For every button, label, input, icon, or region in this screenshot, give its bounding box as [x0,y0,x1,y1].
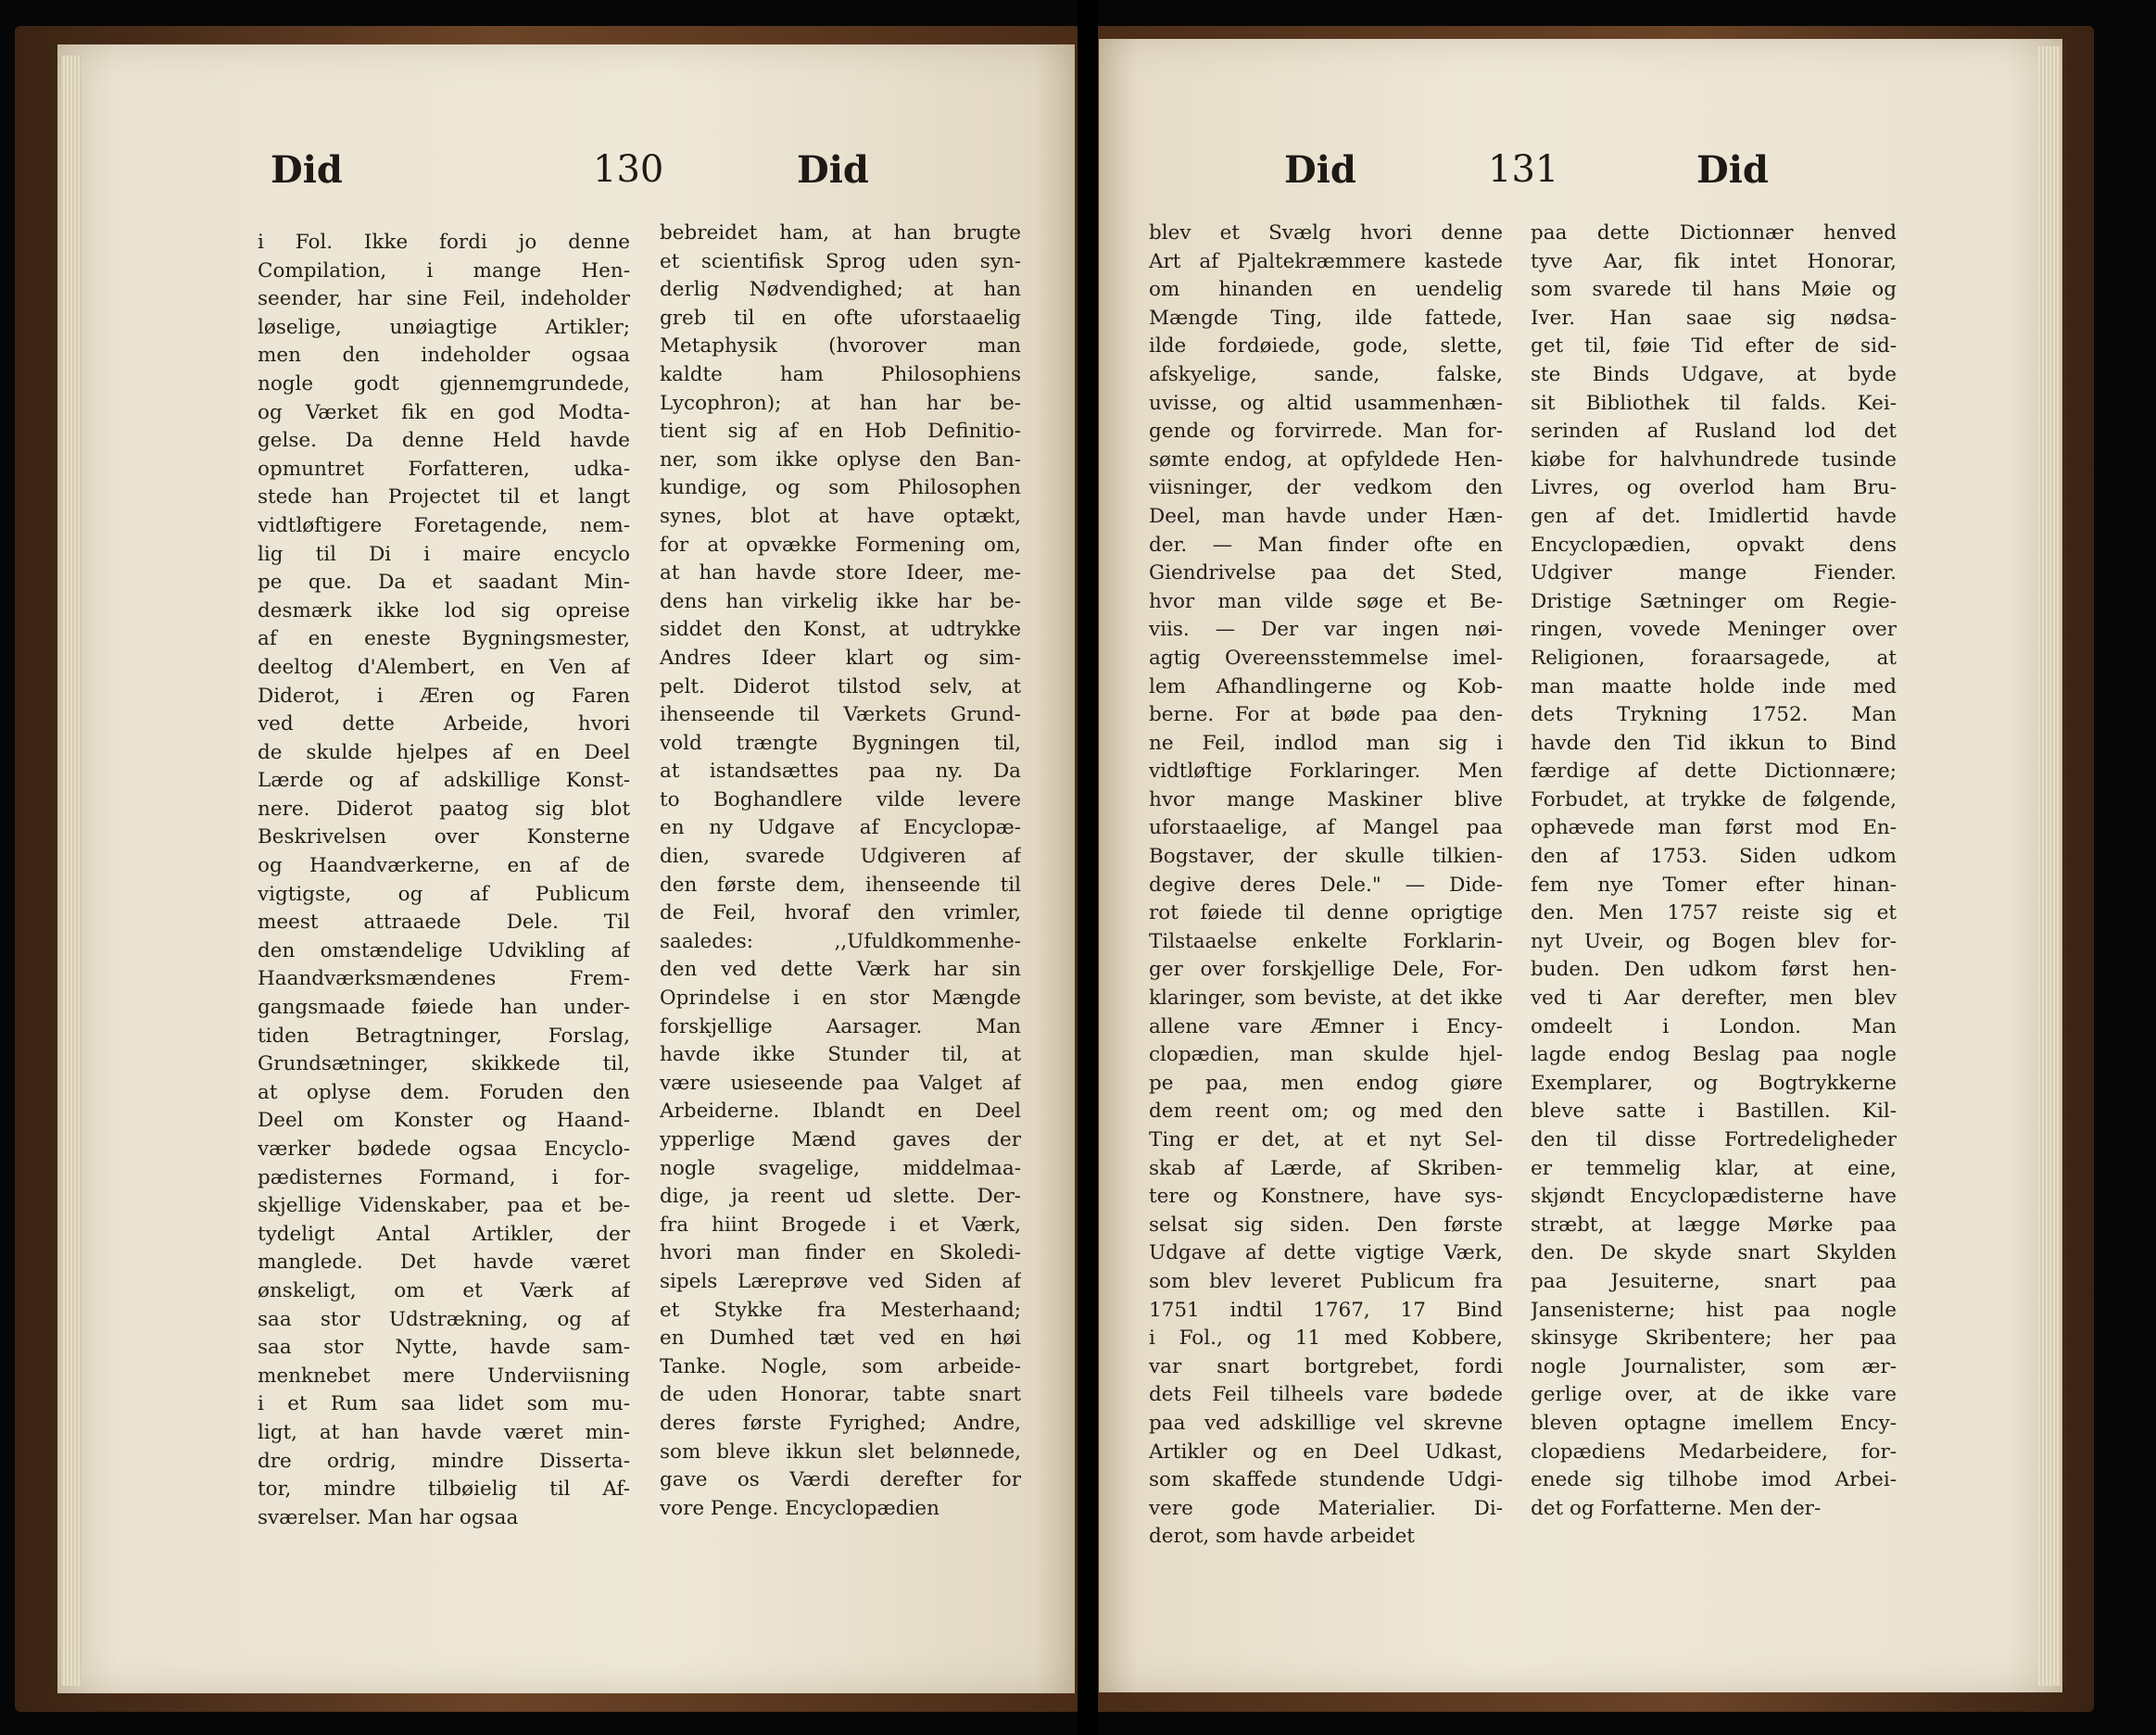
text-line: for at opvække Formening om, [660,533,1021,557]
text-line: degive deres Dele." — Dide- [1149,873,1503,897]
text-line: som skaffede stundende Udgi- [1149,1468,1503,1492]
text-line: er temmelig klar, at eine, [1531,1156,1897,1180]
text-line: Deel, man havde under Hæn- [1149,504,1503,528]
text-line: at oplyse dem. Foruden den [258,1080,630,1104]
text-line: selsat sig siden. Den første [1149,1213,1503,1237]
text-line: der. — Man finder ofte en [1149,533,1503,557]
text-line: gave os Værdi derefter for [660,1468,1021,1492]
text-line: man maatte holde inde med [1531,674,1897,698]
text-line: bleve satte i Bastillen. Kil- [1531,1100,1897,1124]
text-line: dem reent om; og med den [1149,1100,1503,1124]
text-line: den omstændelige Udvikling af [258,938,630,962]
text-line: dige, ja reent ud slette. Der- [660,1185,1021,1209]
text-line: synes, blot at have optækt, [660,504,1021,528]
left-header-page-number: 130 [593,148,664,191]
text-line: Bogstaver, der skulle tilkien- [1149,845,1503,869]
text-line: nogle godt gjennemgrundede, [258,371,630,396]
text-line: Encyclopædien, opvakt dens [1531,533,1897,557]
text-line: et scientifisk Sprog uden syn- [660,249,1021,273]
text-line: gende og forvirrede. Man for- [1149,420,1503,444]
text-line: Ting er det, at et nyt Sel- [1149,1128,1503,1151]
text-line: opmuntret Forfatteren, udka- [258,457,630,481]
text-line: ligt, at han havde været min- [258,1420,630,1444]
text-line: men den indeholder ogsaa [258,344,630,368]
text-line: Religionen, foraarsagede, at [1531,646,1897,670]
text-line: ved dette Arbeide, hvori [258,712,630,736]
text-line: Forbudet, at trykke de følgende, [1531,787,1897,811]
left-page-column-2 [660,220,1021,1523]
text-line: den af 1753. Siden udkom [1531,845,1897,869]
text-line: ved ti Aar derefter, men blev [1531,987,1897,1011]
text-line: Diderot, i Æren og Faren [258,684,630,708]
text-line: sipels Læreprøve ved Siden af [660,1269,1021,1293]
text-line: nogle Journalister, som ær- [1531,1354,1897,1378]
text-line: vere gode Materialier. Di- [1149,1496,1503,1520]
text-line: Deel om Konster og Haand- [258,1109,630,1133]
text-line: det og Forfatterne. Men der- [1531,1496,1822,1520]
text-line: gangsmaade føiede han under- [258,996,630,1020]
text-line: skjøndt Encyclopædisterne have [1531,1185,1897,1209]
text-line: manglede. Det havde været [258,1251,630,1275]
text-line: viisninger, der vedkom den [1149,476,1503,500]
left-header-left-word: Did [271,148,343,192]
text-line: vore Penge. Encyclopædien [660,1496,939,1520]
text-line: om hinanden en uendelig [1149,278,1503,302]
text-line: Giendrivelse paa det Sted, [1149,561,1503,585]
text-line: den første dem, ihenseende til [660,873,1021,897]
text-line: sværelser. Man har ogsaa [258,1505,519,1529]
text-line: i et Rum saa lidet som mu- [258,1392,630,1416]
text-line: de Feil, hvoraf den vrimler, [660,901,1021,925]
text-line: Grundsætninger, skikkede til, [258,1052,630,1076]
text-line: Andres Ideer klart og sim- [660,646,1021,670]
text-line: berne. For at bøde paa den- [1149,703,1503,727]
text-line: nyt Uveir, og Bogen blev for- [1531,929,1897,953]
text-line: klaringer, som beviste, at det ikke [1149,987,1503,1011]
text-line: som bleve ikkun slet belønnede, [660,1440,1021,1464]
right-page-header [1099,148,2062,204]
text-line: skjellige Videnskaber, paa et be- [258,1194,630,1218]
text-line: lig til Di i maire encyclo [258,542,630,566]
text-line: nogle svagelige, middelmaa- [660,1156,1021,1180]
text-line: pe paa, men endog giøre [1149,1071,1503,1095]
text-line: agtig Overeensstemmelse imel- [1149,646,1503,670]
text-line: siddet den Konst, at udtrykke [660,618,1021,642]
text-line: gelse. Da denne Held havde [258,429,630,453]
text-line: saa stor Nytte, havde sam- [258,1336,630,1360]
text-line: omdeelt i London. Man [1531,1014,1897,1038]
text-line: derlig Nødvendighed; at han [660,278,1021,302]
text-line: kiøbe for halvhundrede tusinde [1531,447,1897,471]
text-line: som svarede til hans Møie og [1531,278,1897,302]
text-line: paa Jesuiterne, snart paa [1531,1269,1897,1293]
text-line: hvori man finder en Skoledi- [660,1241,1021,1265]
text-line: skab af Lærde, af Skriben- [1149,1156,1503,1180]
right-page-column-2 [1531,220,1897,1523]
text-line: deres første Fyrighed; Andre, [660,1411,1021,1435]
text-line: ihenseende til Værkets Grund- [660,703,1021,727]
text-line: ophævede man først mod En- [1531,816,1897,840]
scan-gutter [1078,0,1098,1735]
text-line: stræbt, at lægge Mørke paa [1531,1213,1897,1237]
text-line: ringen, vovede Meninger over [1531,618,1897,642]
text-line: Mængde Ting, ilde fattede, [1149,306,1503,330]
text-line: de uden Honorar, tabte snart [660,1383,1021,1407]
text-line: rot føiede til denne oprigtige [1149,901,1503,925]
text-line: uvisse, og altid usammenhæn- [1149,391,1503,415]
text-line: stede han Projectet til et langt [258,485,630,509]
text-line: 1751 indtil 1767, 17 Bind [1149,1298,1503,1322]
text-line: at han havde store Ideer, me- [660,561,1021,585]
text-line: dens han virkelig ikke har be- [660,589,1021,613]
text-line: serinden af Rusland lod det [1531,420,1897,444]
text-line: og Haandværkerne, en af de [258,854,630,878]
text-line: i Fol., og 11 med Kobbere, [1149,1326,1503,1351]
text-line: meest attraaede Dele. Til [258,911,630,935]
text-line: gen af det. Imidlertid havde [1531,504,1897,528]
text-line: sømte endog, at opfyldede Hen- [1149,447,1503,471]
text-line: clopædien, man skulde hjel- [1149,1043,1503,1067]
text-line: havde ikke Stunder til, at [660,1043,1021,1067]
text-line: færdige af dette Dictionnære; [1531,760,1897,784]
text-line: ilde fordøiede, gode, slette, [1149,334,1503,358]
text-line: Udgave af dette vigtige Værk, [1149,1241,1503,1265]
text-line: at istandsættes paa ny. Da [660,760,1021,784]
text-line: Livres, og overlod ham Bru- [1531,476,1897,500]
text-line: Haandværksmændenes Frem- [258,967,630,991]
left-header-right-word: Did [797,148,869,192]
text-line: menknebet mere Underviisning [258,1364,630,1388]
text-line: Beskrivelsen over Konsterne [258,825,630,849]
text-line: tiden Betragtninger, Forslag, [258,1024,630,1048]
right-page-edges [2038,46,2061,1686]
text-line: Exemplarer, og Bogtrykkerne [1531,1071,1897,1095]
text-line: Dristige Sætninger om Regie- [1531,589,1897,613]
text-line: pelt. Diderot tilstod selv, at [660,674,1021,698]
text-line: vigtigste, og af Publicum [258,882,630,906]
text-line: blev et Svælg hvori denne [1149,221,1503,245]
text-line: havde den Tid ikkun to Bind [1531,731,1897,755]
text-line: vidtløftigere Foretagende, nem- [258,513,630,537]
text-line: enede sig tilhobe imod Arbei- [1531,1468,1897,1492]
text-line: være usieseende paa Valget af [660,1071,1021,1095]
text-line: gerlige over, at de ikke vare [1531,1383,1897,1407]
text-line: paa dette Dictionnær henved [1531,221,1897,245]
text-line: bleven optagne imellem Ency- [1531,1411,1897,1435]
text-line: og Værket fik en god Modta- [258,400,630,424]
right-header-left-word: Did [1284,148,1356,192]
text-line: seender, har sine Feil, indeholder [258,287,630,311]
text-line: et Stykke fra Mesterhaand; [660,1298,1021,1322]
text-line: Iver. Han saae sig nødsa- [1531,306,1897,330]
text-line: bebreidet ham, at han brugte [660,221,1021,245]
text-line: skinsyge Skribentere; her paa [1531,1326,1897,1351]
text-line: kaldte ham Philosophiens [660,362,1021,386]
text-line: fem nye Tomer efter hinan- [1531,873,1897,897]
right-page-column-1 [1149,220,1503,1552]
text-line: dre ordrig, mindre Disserta- [258,1449,630,1473]
text-line: get til, føie Tid efter de sid- [1531,334,1897,358]
text-line: uforstaaelige, af Mangel paa [1149,816,1503,840]
text-line: vold trængte Bygningen til, [660,731,1021,755]
text-line: lem Afhandlingerne og Kob- [1149,674,1503,698]
text-line: nere. Diderot paatog sig blot [258,797,630,821]
text-line: den. De skyde snart Skylden [1531,1241,1897,1265]
text-line: ste Binds Udgave, at byde [1531,362,1897,386]
left-page-header [0,148,1075,204]
text-line: værker bødede ogsaa Encyclo- [258,1138,630,1161]
text-line: Artikler og en Deel Udkast, [1149,1440,1503,1464]
text-line: Compilation, i mange Hen- [258,258,630,283]
text-line: ner, som ikke oplyse den Ban- [660,447,1021,471]
left-page-column-1 [258,229,630,1532]
text-line: greb til en ofte uforstaaelig [660,306,1021,330]
text-line: den til disse Fortredeligheder [1531,1128,1897,1151]
text-line: saaledes: ,,Ufuldkommenhe- [660,929,1021,953]
text-line: to Boghandlere vilde levere [660,787,1021,811]
text-line: afskyelige, sande, falske, [1149,362,1503,386]
text-line: den ved dette Værk har sin [660,958,1021,982]
text-line: lagde endog Beslag paa nogle [1531,1043,1897,1067]
text-line: hvor mange Maskiner blive [1149,787,1503,811]
text-line: Lycophron); at han har be- [660,391,1021,415]
text-line: allene vare Æmner i Ency- [1149,1014,1503,1038]
text-line: pædisternes Formand, i for- [258,1165,630,1189]
text-line: tere og Konstnere, have sys- [1149,1185,1503,1209]
text-line: deeltog d'Alembert, en Ven af [258,655,630,679]
text-line: saa stor Udstrækning, og af [258,1307,630,1331]
text-line: tient sig af en Hob Definitio- [660,420,1021,444]
text-line: pe que. Da et saadant Min- [258,571,630,595]
text-line: clopædiens Medarbeidere, for- [1531,1440,1897,1464]
text-line: dets Feil tilheels vare bødede [1149,1383,1503,1407]
text-line: Metaphysik (hvorover man [660,334,1021,358]
text-line: den. Men 1757 reiste sig et [1531,901,1897,925]
text-line: desmærk ikke lod sig opreise [258,598,630,622]
text-line: løselige, unøiagtige Artikler; [258,315,630,339]
text-line: en Dumhed tæt ved en høi [660,1326,1021,1351]
text-line: fra hiint Brogede i et Værk, [660,1213,1021,1237]
text-line: ger over forskjellige Dele, For- [1149,958,1503,982]
text-line: Tilstaaelse enkelte Forklarin- [1149,929,1503,953]
text-line: Lærde og af adskillige Konst- [258,769,630,793]
text-line: ønskeligt, om et Værk af [258,1278,630,1302]
text-line: Udgiver mange Fiender. [1531,561,1897,585]
text-line: sit Bibliothek til falds. Kei- [1531,391,1897,415]
text-line: var snart bortgrebet, fordi [1149,1354,1503,1378]
text-line: kundige, og som Philosophen [660,476,1021,500]
text-line: derot, som havde arbeidet [1149,1525,1415,1549]
text-line: Oprindelse i en stor Mængde [660,987,1021,1011]
text-line: Tanke. Nogle, som arbeide- [660,1354,1021,1378]
text-line: af en eneste Bygningsmester, [258,627,630,651]
text-line: dien, svarede Udgiveren af [660,845,1021,869]
right-header-page-number: 131 [1488,148,1559,191]
text-line: i Fol. Ikke fordi jo denne [258,231,630,254]
text-line: buden. Den udkom først hen- [1531,958,1897,982]
left-page-edges [61,56,82,1686]
text-line: Art af Pjaltekræmmere kastede [1149,249,1503,273]
text-line: vidtløftige Forklaringer. Men [1149,760,1503,784]
right-header-right-word: Did [1696,148,1769,192]
text-line: de skulde hjelpes af en Deel [258,740,630,764]
text-line: tor, mindre tilbøielig til Af- [258,1477,630,1502]
text-line: tyve Aar, fik intet Honorar, [1531,249,1897,273]
text-line: paa ved adskillige vel skrevne [1149,1411,1503,1435]
text-line: ne Feil, indlod man sig i [1149,731,1503,755]
text-line: viis. — Der var ingen nøi- [1149,618,1503,642]
text-line: hvor man vilde søge et Be- [1149,589,1503,613]
text-line: dets Trykning 1752. Man [1531,703,1897,727]
text-line: som blev leveret Publicum fra [1149,1269,1503,1293]
text-line: tydeligt Antal Artikler, der [258,1222,630,1246]
text-line: Arbeiderne. Iblandt en Deel [660,1100,1021,1124]
text-line: ypperlige Mænd gaves der [660,1128,1021,1151]
text-line: en ny Udgave af Encyclopæ- [660,816,1021,840]
text-line: Jansenisterne; hist paa nogle [1531,1298,1897,1322]
text-line: forskjellige Aarsager. Man [660,1014,1021,1038]
